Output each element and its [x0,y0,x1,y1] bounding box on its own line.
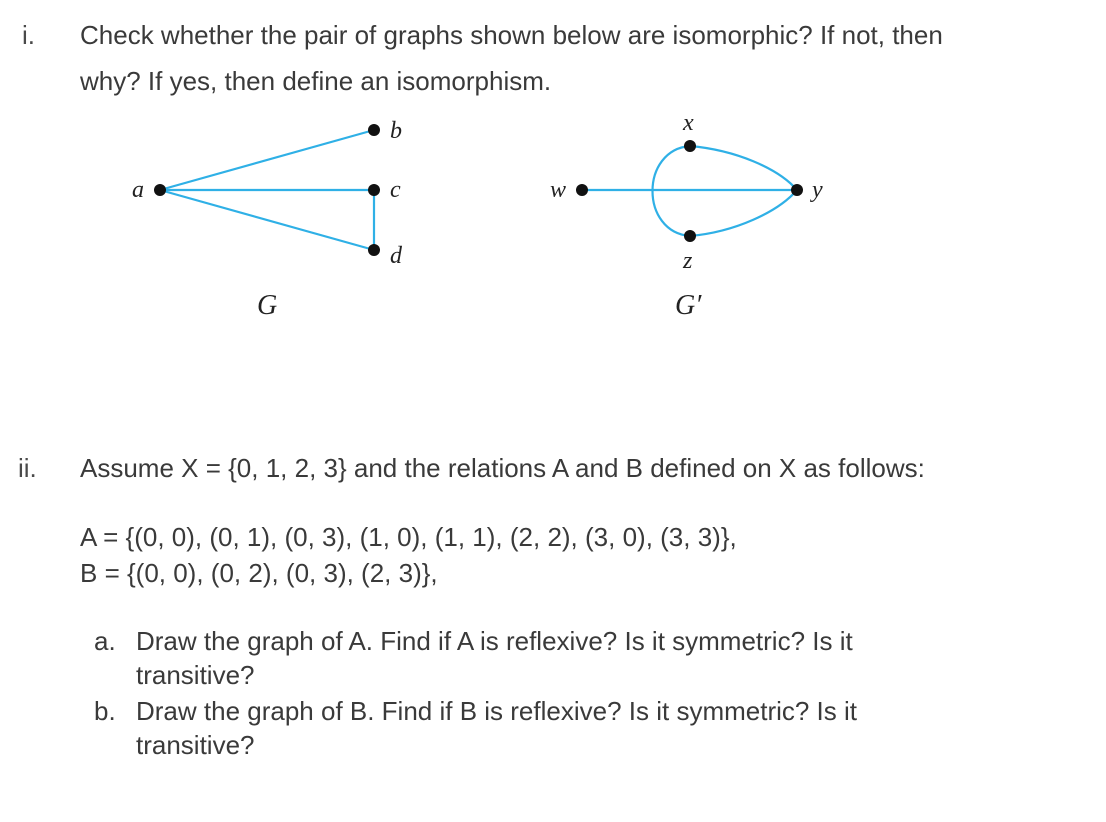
vertex-b [368,124,380,136]
part-b-marker: b. [94,696,116,726]
edge-a-b [160,130,374,190]
vertex-w [576,184,588,196]
vertex-label-c: c [390,177,401,203]
vertex-label-a: a [132,177,144,203]
vertex-d [368,244,380,256]
question-i-text-line1: Check whether the pair of graphs shown below are isomorphic? If not, then [80,20,943,50]
vertex-label-z: z [683,248,693,274]
relation-A-definition: A = {(0, 0), (0, 1), (0, 3), (1, 0), (1, 1), (2, 2), (3, 0), (3, 3)}, [80,522,737,552]
relation-B-definition: B = {(0, 0), (0, 2), (0, 3), (2, 3)}, [80,558,438,588]
vertex-a [154,184,166,196]
vertex-label-d: d [390,243,402,269]
edge-x-z-left [653,146,691,236]
question-i-text-line2: why? If yes, then define an isomorphism. [80,66,552,96]
part-a-marker: a. [94,626,116,656]
part-a-text-line2: transitive? [136,660,255,690]
vertex-z [684,230,696,242]
edge-a-d [160,190,374,250]
graph-G-prime [550,110,823,321]
edge-x-y [690,146,797,190]
graph-label-G: G [257,290,278,321]
vertex-label-b: b [390,118,402,144]
part-b-text-line2: transitive? [136,730,255,760]
graph-label-G-prime: G′ [675,290,702,321]
part-b-text-line1: Draw the graph of B. Find if B is reflexive? Is it symmetric? Is it [136,696,858,726]
question-ii-marker: ii. [18,453,37,483]
vertex-x [684,140,696,152]
graph-G [132,118,403,321]
part-a-text-line1: Draw the graph of A. Find if A is reflexive? Is it symmetric? Is it [136,626,853,656]
vertex-label-y: y [812,177,823,203]
vertex-c [368,184,380,196]
question-ii-intro: Assume X = {0, 1, 2, 3} and the relations A and B defined on X as follows: [80,453,925,483]
question-i-marker: i. [22,20,35,50]
vertex-label-x: x [683,110,694,136]
edge-z-y [690,190,797,236]
vertex-y [791,184,803,196]
vertex-label-w: w [550,177,567,203]
